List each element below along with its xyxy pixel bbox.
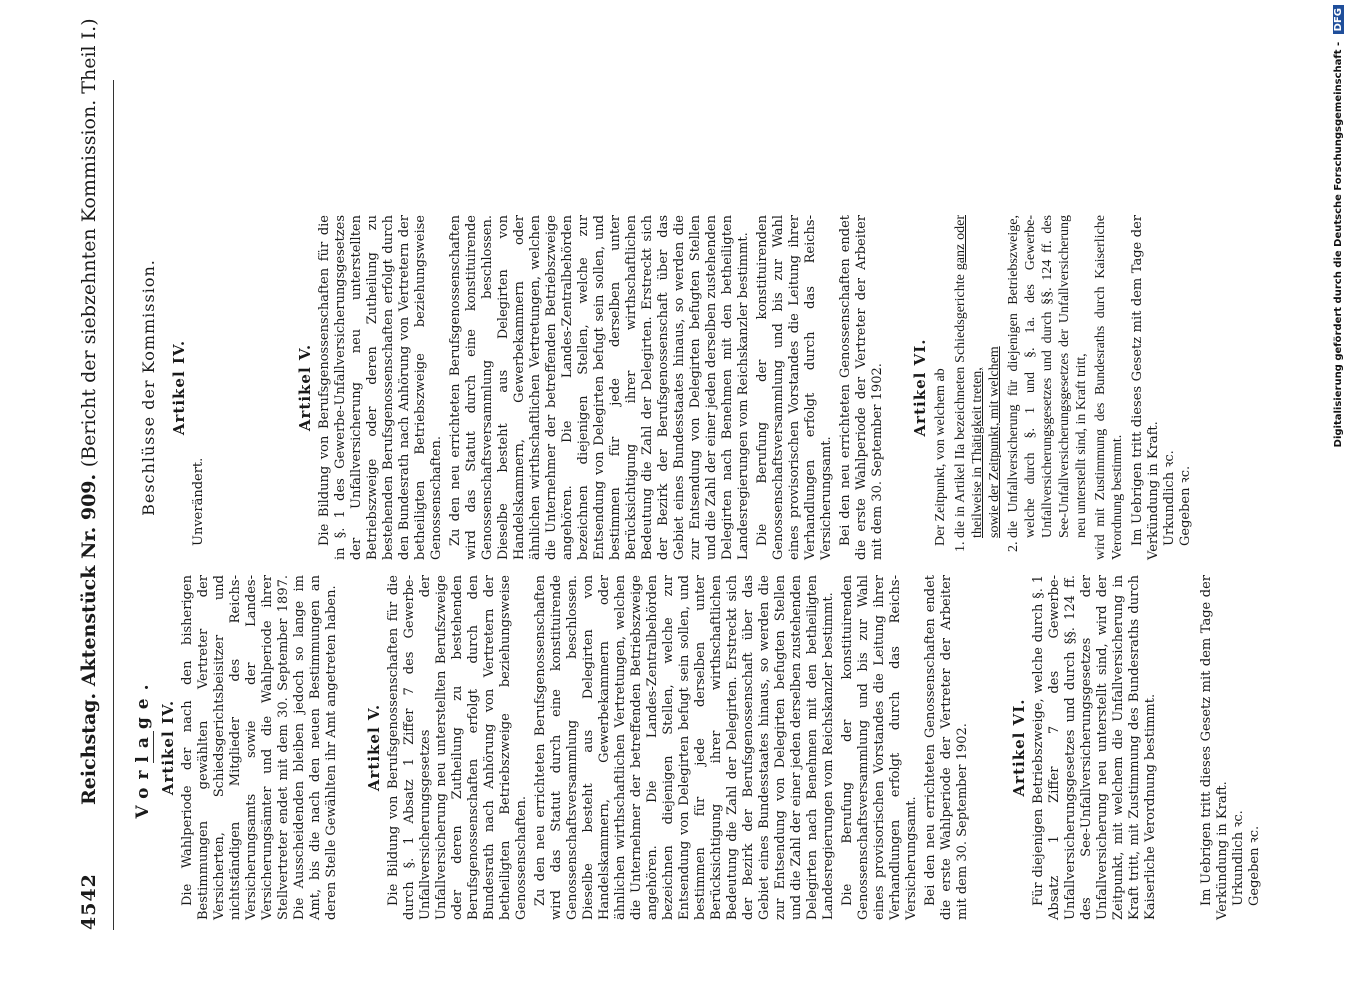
page-header	[70, 18, 110, 930]
article-6-list	[952, 215, 1090, 560]
item-1-text-b: ganz oder theilweise in Thätigkeit treten,	[953, 215, 985, 538]
signature-urkundlich: Urkundlich ꝛc.	[1231, 810, 1246, 906]
signature-gegeben: Gegeben ꝛc.	[1247, 825, 1262, 906]
closing-text: Im Uebrigen tritt dieses Gesetz mit dem Tage der Verkündung in Kraft.	[1199, 575, 1230, 920]
article-5-paragraph-3: Die Berufung der konstituirenden Genossenschaftsversammlung und bis zur Wahl eines provisorischen Vorstandes die Leitung ihrer Verhandlungen erfolgt durch das Reichs-Versicherungsamt.	[840, 575, 919, 920]
article-4-text: Die Wahlperiode der nach den bisherigen Bestimmungen gewählten Vertreter der Versicherten, Schiedsgerichtsbeisitzer und nichtständigen Mitglieder des Reichs-Versicherungsamts sowie der Landes-Versicherungsämter und die Wahlperiode ihrer Stellvertreter endet mit dem 30. September 1897. Die Ausscheidenden bleiben jedoch so lange im Amt, bis die nach den neuen Bestimmungen an deren Stelle Gewählten ihr Amt angetreten haben.	[180, 575, 339, 920]
header-rule	[113, 80, 114, 930]
item-1-text-a: die in Artikel IIa bezeichneten Schiedsgerichte	[953, 274, 968, 538]
article-5-paragraph-2: Zu den neu errichteten Berufsgenossenschaften wird das Statut durch eine konstituirende Genossenschaftsversammlung beschlossen. Dieselbe besteht aus Delegirten von Handelskammern, Gewerbekammern oder ähnlichen wirthschaftlichen Vertretungen, welchen die Unternehmer der betreffenden Betriebszweige angehören. Die Landes-Zentralbehörden bezeichnen diejenigen Stellen, welche zur Entsendung von Delegirten befugt sein sollen, und bestimmen für jede derselben unter Berücksichtigung ihrer wirthschaftlichen Bedeutung die Zahl der Delegirten. Erstreckt sich der Bezirk der Berufsgenossenschaft über das Gebiet eines Bundesstaates hinaus, so werden die zur Entsendung von Delegirten befugten Stellen und die Zahl der einer jeden derselben zustehenden Delegirten nach Benehmen mit den betheiligten Landesregierungen vom Reichskanzler bestimmt.	[533, 575, 836, 920]
article-5-title: Artikel V.	[365, 703, 383, 792]
column-vorlage	[135, 575, 1263, 920]
article-5-paragraph-4: Bei den neu errichteten Genossenschaften endet die erste Wahlperiode der Vertreter der Arbeiter mit dem 30. September 1902.	[838, 215, 885, 560]
article-6-text: Für diejenigen Betriebszweige, welche durch §. 1 Absatz 1 Ziffer 7 des Gewerbe-Unfallversicherungsgesetzes und durch §§. 124 ff. des See-Unfallversicherungsgesetzes der Unfallversicherung neu unterstellt sind, wird der Zeitpunkt, mit welchem die Unfallversicherung in Kraft tritt, mit Zustimmung des Bundesraths durch Kaiserliche Verordnung bestimmt.	[1031, 575, 1158, 920]
credit-text: Digitalisierung gefördert durch die Deutsche Forschungsgemeinschaft -	[1333, 41, 1344, 448]
signature-urkundlich: Urkundlich ꝛc.	[1162, 450, 1177, 546]
article-5-paragraph-1: Die Bildung von Berufsgenossenschaften für die in §. 1 des Gewerbe-Unfallversicherungsgesetzes der Unfallversicherung neu unterstellten Betriebszweige oder deren Zutheilung zu bestehenden Berufsgenossenschaften erfolgt durch den Bundesrath nach Anhörung von Vertretern der betheiligten Betriebszweige beziehungsweise Genossenschaften.	[317, 215, 444, 560]
page-number: 4542	[78, 873, 100, 930]
title-bold: Reichstag. Aktenstück Nr. 909.	[78, 473, 100, 805]
signature-gegeben: Gegeben ꝛc.	[1178, 465, 1193, 546]
article-5-paragraph-2: Zu den neu errichteten Berufsgenossenschaften wird das Statut durch eine konstituirende Genossenschaftsversammlung beschlossen. Dieselbe besteht aus Delegirten von Handelskammern, Gewerbekammern oder ähnlichen wirthschaftlichen Vertretungen, welchen die Unternehmer der betreffenden Betriebszweige angehören. Die Landes-Zentralbehörden bezeichnen diejenigen Stellen, welche zur Entsendung von Delegirten befugt sein sollen, und bestimmen für jede derselben unter Berücksichtigung ihrer wirthschaftlichen Bedeutung die Zahl der Delegirten. Erstreckt sich der Bezirk der Berufsgenossenschaft über das Gebiet eines Bundesstaates hinaus, so werden die zur Entsendung von Delegirten befugten Stellen und die Zahl der einer jeden derselben zustehenden Delegirten nach Benehmen mit den betheiligten Landesregierungen vom Reichskanzler bestimmt.	[448, 215, 751, 560]
digitization-credit	[1333, 5, 1351, 995]
list-item	[952, 215, 1003, 538]
article-5-title: Artikel V.	[296, 343, 314, 432]
article-4-title: Artikel IV.	[159, 699, 177, 796]
column-heading: Beschlüsse der Kommission.	[139, 259, 158, 516]
closing-block	[1130, 215, 1194, 560]
divider	[153, 732, 154, 764]
article-6-intro: Der Zeitpunkt, von welchem ab	[933, 368, 948, 546]
item-2-text: die Unfallversicherung für diejenigen Betriebszweige, welche durch §. 1 und §. 1a. des Gewerbe-Unfallversicherungsgesetzes und durch §§. 124 ff. des See-Unfallversicherungsgesetzes der Unfallversicherung neu unterstellt sind, in Kraft tritt,	[1006, 215, 1089, 538]
page-title	[78, 18, 100, 805]
article-4-title: Artikel IV.	[170, 339, 188, 436]
article-5-paragraph-3: Die Berufung der konstituirenden Genossenschaftsversammlung und bis zur Wahl eines provisorischen Vorstandes die Leitung ihrer Verhandlungen erfolgt durch das Reichs-Versicherungsamt.	[755, 215, 834, 560]
item-1-text-c: sowie der Zeitpunkt, mit welchem	[987, 346, 1002, 538]
closing-block	[1199, 575, 1263, 920]
article-6-title: Artikel VI.	[911, 338, 929, 437]
dfg-logo: DFG	[1333, 5, 1344, 34]
title-normal: (Bericht der siebzehnten Kommission. Theil I.)	[78, 18, 100, 468]
column-heading: Vorlage.	[133, 676, 153, 819]
article-6-title: Artikel VI.	[1010, 698, 1028, 797]
article-5-paragraph-1: Die Bildung von Berufsgenossenschaften für die durch §. 1 Absatz 1 Ziffer 7 des Gewerbe-Unfallversicherungsgesetzes der Unfallversicherung neu unterstellten Berufszweige oder deren Zutheilung zu bestehenden Berufsgenossenschaften erfolgt durch den Bundesrath nach Anhörung von Vertretern der betheiligten Betriebszweige beziehungsweise Genossenschaften.	[386, 575, 529, 920]
article-5-paragraph-4: Bei den neu errichteten Genossenschaften endet die erste Wahlperiode der Vertreter der Arbeiter mit dem 30. September 1902.	[923, 575, 970, 920]
article-6-outro: wird mit Zustimmung des Bundesraths durch Kaiserliche Verordnung bestimmt.	[1093, 215, 1125, 560]
closing-text: Im Uebrigen tritt dieses Gesetz mit dem Tage der Verkündung in Kraft.	[1130, 215, 1161, 560]
list-item	[1005, 215, 1090, 538]
column-beschluesse	[135, 215, 1194, 560]
article-6-body	[932, 215, 1126, 560]
article-4-text: Unverändert.	[191, 457, 206, 546]
